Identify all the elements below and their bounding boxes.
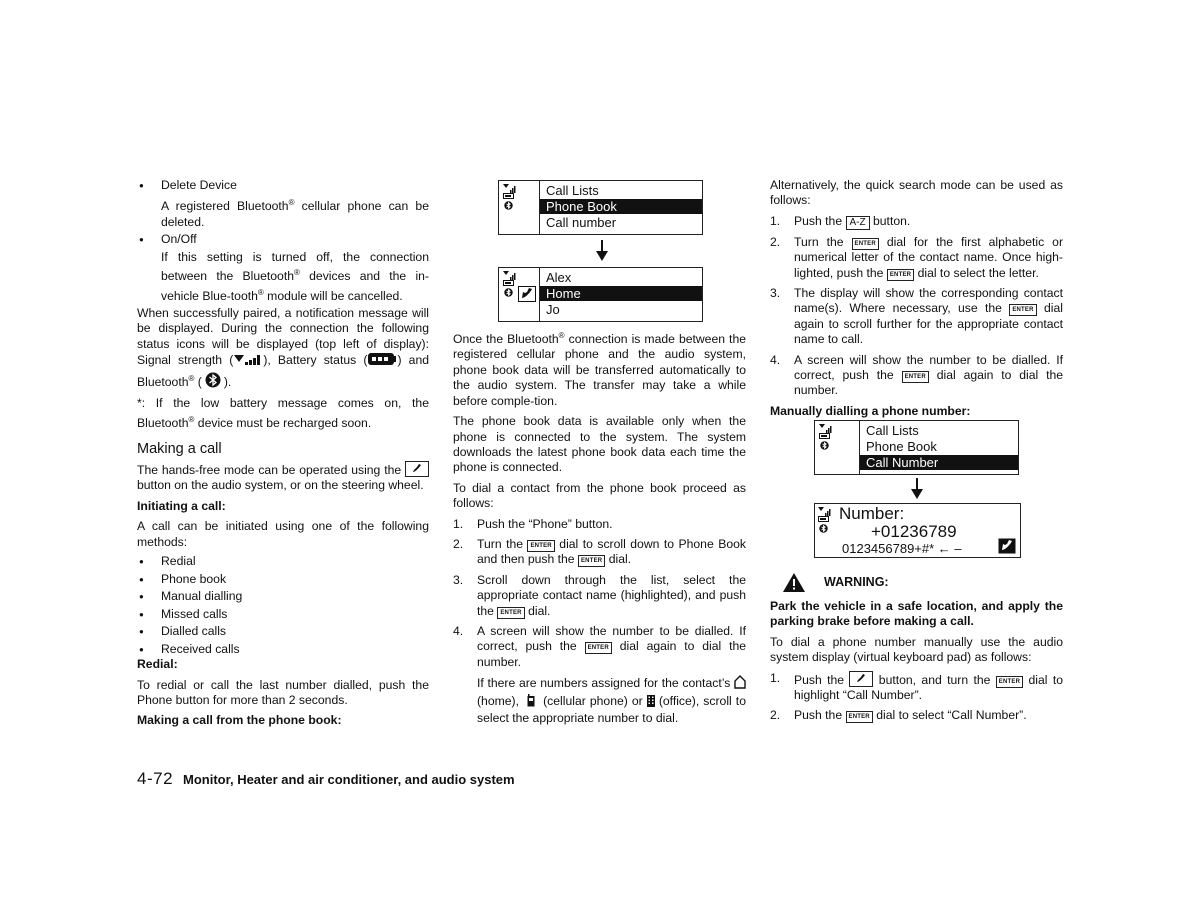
contact-list xyxy=(540,268,702,321)
menu-item-phone-book[interactable]: Phone Book xyxy=(866,439,937,454)
registered-mark: ® xyxy=(558,331,565,340)
step-3: 3. Scroll down through the list, select the appropriate contact name (highlighted), and push the ENTER dial. xyxy=(453,572,746,618)
registered-mark: ® xyxy=(188,414,195,424)
phone-book-title: Making a call from the phone book: xyxy=(137,712,342,727)
status-icons-panel xyxy=(499,268,540,321)
menu-item-phone-book[interactable]: Phone Book xyxy=(540,199,702,214)
down-arrow-icon xyxy=(595,240,609,262)
enter-dial-icon: ENTER xyxy=(585,642,612,654)
redial-text: To redial or call the last number dialled, push the Phone button for more than 2 seconds. xyxy=(137,677,429,708)
home-icon xyxy=(734,675,746,693)
phone-call-icon xyxy=(518,286,536,302)
registered-mark: ® xyxy=(294,268,300,278)
column-left xyxy=(137,178,429,728)
hands-free-paragraph: The hands-free mode can be operated using the button on the audio system, or on the steering wheel. xyxy=(137,461,429,494)
dial-contact-paragraph: To dial a contact from the phone book proceed as follows: xyxy=(453,480,746,511)
contact-item-home[interactable]: Home xyxy=(540,286,702,301)
page-footer xyxy=(137,771,515,788)
section-title: Monitor, Heater and air conditioner, and audio system xyxy=(183,772,515,787)
number-label: Number: xyxy=(839,504,905,523)
warning-icon xyxy=(782,572,806,593)
making-a-call-heading: Making a call xyxy=(137,441,222,457)
delete-device-text: A registered Bluetooth® cellular phone can be deleted. xyxy=(161,198,429,229)
registered-mark: ® xyxy=(188,373,195,383)
signal-strength-icon xyxy=(503,184,517,193)
menu-item-call-number[interactable]: Call number xyxy=(546,215,617,230)
phone-button-icon xyxy=(405,461,429,477)
registered-mark: ® xyxy=(257,287,264,297)
menu-list xyxy=(860,421,1018,474)
list-item: ● Phone book xyxy=(137,572,429,587)
column-right xyxy=(770,178,1063,419)
step-4-note: If there are numbers assigned for the contact’s (home), (cellular phone) or (office), scroll to select the appropriate number to dial. xyxy=(477,676,746,725)
status-icons-panel xyxy=(499,181,540,234)
enter-dial-icon: ENTER xyxy=(996,676,1023,688)
battery-status-icon xyxy=(818,516,830,522)
battery-status-icon xyxy=(819,433,831,439)
phone-button-icon xyxy=(849,671,873,687)
step-2: 2. Turn the ENTER dial to scroll down to Phone Book and then push the ENTER dial. xyxy=(453,536,746,567)
bluetooth-icon xyxy=(820,441,829,450)
registered-mark: ® xyxy=(288,198,295,208)
signal-strength-icon xyxy=(233,354,263,370)
display-screen-number-entry xyxy=(814,503,1021,558)
phone-call-icon[interactable] xyxy=(998,538,1016,554)
bluetooth-icon xyxy=(205,372,221,392)
low-battery-note: *: If the low battery message comes on, the Bluetooth® device must be recharged soon. xyxy=(137,396,429,430)
step-3: 3. The display will show the corresponding contact name(s). Where necessary, use the ENTER dial again to scroll further for the appropriate contact name to call. xyxy=(770,286,1063,347)
cellular-phone-icon xyxy=(527,694,535,711)
menu-item-call-lists[interactable]: Call Lists xyxy=(546,183,599,198)
phone-book-data-paragraph: The phone book data is available only when the phone is connected to the system. The system downloads the latest phone book data each time the phone is connected. xyxy=(453,414,746,475)
enter-dial-icon: ENTER xyxy=(852,238,879,250)
bullet-on-off: ● On/Off xyxy=(137,232,429,247)
battery-status-icon xyxy=(503,280,515,286)
step-1: 1. Push the “Phone” button. xyxy=(453,516,613,531)
down-arrow-icon xyxy=(910,478,924,500)
enter-dial-icon: ENTER xyxy=(902,371,929,383)
signal-strength-icon xyxy=(818,507,832,516)
column-right-lower xyxy=(770,572,1063,724)
page-number: 4-72 xyxy=(137,769,174,788)
quick-search-paragraph: Alternatively, the quick search mode can be used as follows: xyxy=(770,178,1063,208)
step-1: 1. Push the button, and turn the ENTER dial to highlight “Call Number”. xyxy=(770,670,1063,703)
list-item: ● Missed calls xyxy=(137,607,429,622)
enter-dial-icon: ENTER xyxy=(887,269,914,281)
battery-status-icon xyxy=(503,193,515,199)
redial-title: Redial: xyxy=(137,657,178,672)
virtual-keypad[interactable]: 0123456789+#* ← – xyxy=(842,541,962,556)
display-screen-call-number xyxy=(814,420,1019,475)
enter-dial-icon: ENTER xyxy=(578,555,605,567)
manual-dial-paragraph: To dial a phone number manually use the audio system display (virtual keyboard pad) as follows: xyxy=(770,634,1063,665)
connection-paragraph: Once the Bluetooth® connection is made between the registered cellular phone and the audio system, phone book data will be transferred automatically to the audio system. The transfer may take a while before comple-tion. xyxy=(453,331,746,408)
menu-list xyxy=(540,181,702,234)
pairing-paragraph: When successfully paired, a notification message will be displayed. During the connection the following status icons will be displayed (top left of display): Signal strength ( ), Battery status ( ) and Bluetooth® ( ). xyxy=(137,306,429,392)
call-methods-list xyxy=(137,554,429,657)
list-item: ● Redial xyxy=(137,554,429,569)
battery-status-icon xyxy=(367,352,397,370)
warning-heading: WARNING: xyxy=(770,572,1063,594)
display-screen-contacts xyxy=(498,267,703,322)
status-icons-panel xyxy=(815,421,860,474)
bluetooth-icon xyxy=(504,201,513,210)
initiating-call-title: Initiating a call: xyxy=(137,498,226,513)
menu-item-call-number[interactable]: Call Number xyxy=(860,455,1018,470)
column-middle xyxy=(453,328,746,726)
enter-dial-icon: ENTER xyxy=(527,540,554,552)
contact-item-jo[interactable]: Jo xyxy=(546,302,560,317)
display-screen-menu xyxy=(498,180,703,235)
list-item: ● Manual dialling xyxy=(137,589,429,604)
warning-text: Park the vehicle in a safe location, and apply the parking brake before making a call. xyxy=(770,599,1063,629)
office-icon xyxy=(647,695,655,711)
step-2: 2. Turn the ENTER dial for the first alphabetic or numerical letter of the contact name. Once high-lighted, push the ENTER dial to select the letter. xyxy=(770,234,1064,280)
step-1: 1. Push the A-Z button. xyxy=(770,213,911,228)
bluetooth-icon xyxy=(819,524,828,533)
enter-dial-icon: ENTER xyxy=(1009,304,1036,316)
contact-item-alex[interactable]: Alex xyxy=(546,270,572,285)
step-4: 4. A screen will show the number to be dialled. If correct, push the ENTER dial again to dial the number. xyxy=(770,352,1064,398)
manual-dialling-title: Manually dialling a phone number: xyxy=(770,403,971,418)
enter-dial-icon: ENTER xyxy=(846,711,873,723)
on-off-text: If this setting is turned off, the connection between the Bluetooth® devices and the in-vehicle Blue-tooth® module will be cancelled. xyxy=(161,249,429,303)
enter-dial-icon: ENTER xyxy=(497,607,524,619)
menu-item-call-lists[interactable]: Call Lists xyxy=(866,423,919,438)
a-z-button-icon: A-Z xyxy=(846,216,870,230)
bluetooth-icon xyxy=(504,288,513,297)
dialled-number: +01236789 xyxy=(871,522,957,541)
signal-strength-icon xyxy=(819,424,833,433)
initiating-call-text: A call can be initiated using one of the following methods: xyxy=(137,519,429,549)
step-4: 4. A screen will show the number to be dialled. If correct, push the ENTER dial again to dial the number. xyxy=(453,623,747,669)
signal-strength-icon xyxy=(503,271,517,280)
list-item: ● Received calls xyxy=(137,642,429,657)
step-2: 2. Push the ENTER dial to select “Call Number”. xyxy=(770,708,1027,723)
bullet-delete-device: ● Delete Device xyxy=(137,178,429,193)
list-item: ● Dialled calls xyxy=(137,624,429,639)
